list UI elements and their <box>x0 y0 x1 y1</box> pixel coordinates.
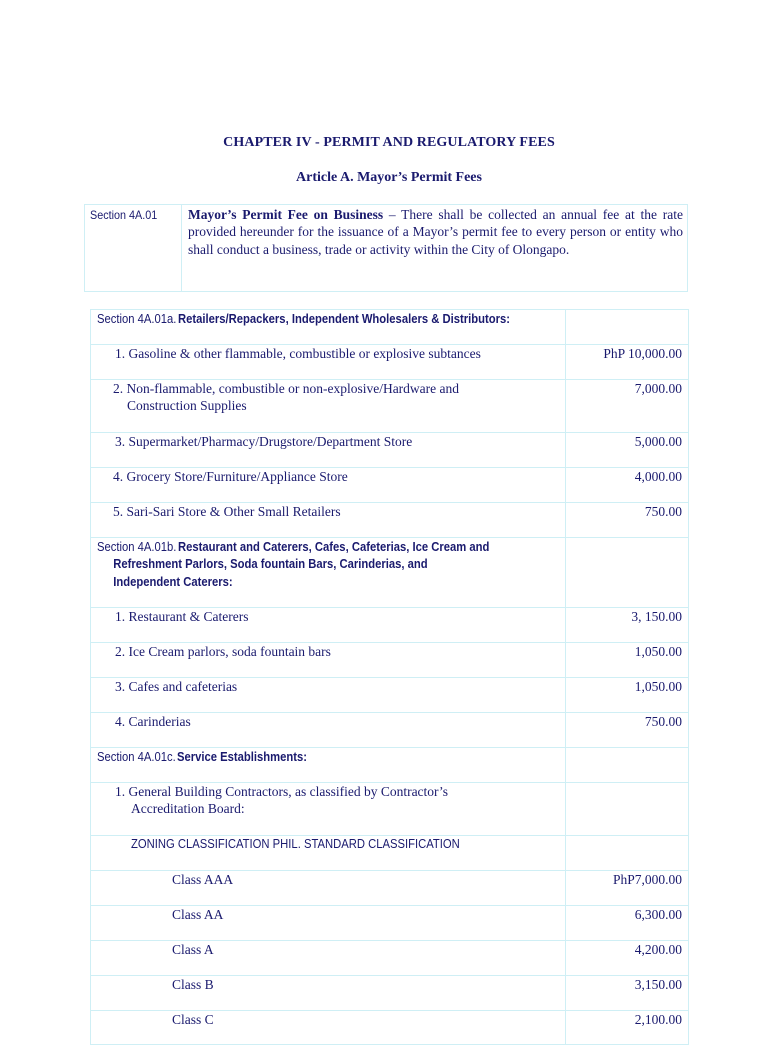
fee-row <box>90 870 689 905</box>
fee-amount: 750.00 <box>644 714 682 729</box>
section-title: Service Establishments: <box>176 750 308 764</box>
fee-amount: 750.00 <box>644 504 682 519</box>
column-divider <box>565 380 566 432</box>
fee-row <box>90 642 689 677</box>
fee-amount: 4,200.00 <box>634 942 682 957</box>
column-divider <box>565 345 566 379</box>
fee-item-label: 2. Non-flammable, combustible or non-explosive/Hardware and <box>113 381 460 396</box>
fee-item-label: 1. Gasoline & other flammable, combustible or explosive subtances <box>115 346 481 361</box>
fee-description <box>97 310 547 328</box>
fee-amount: 3, 150.00 <box>631 609 682 624</box>
fee-item-label: 1. General Building Contractors, as classified by Contractor’s <box>115 784 449 799</box>
fee-item-label: 2. Ice Cream parlors, soda fountain bars <box>115 644 331 659</box>
fee-row <box>90 835 689 870</box>
fee-description <box>97 538 524 591</box>
fee-row <box>90 975 689 1010</box>
column-divider <box>565 783 566 835</box>
fee-amount: 6,300.00 <box>634 907 682 922</box>
fee-item-label: Class AA <box>172 907 224 922</box>
article-title: Article A. Mayor’s Permit Fees <box>296 170 482 185</box>
section-title-continued: Independent Caterers: <box>113 574 233 589</box>
fee-item-label: Class A <box>172 942 214 957</box>
fee-description <box>115 433 412 450</box>
fee-amount: 5,000.00 <box>634 434 682 449</box>
section-header-row <box>90 309 689 344</box>
fee-row <box>90 467 689 502</box>
column-divider <box>565 713 566 747</box>
column-divider <box>565 433 566 467</box>
fee-description <box>115 345 481 362</box>
fee-item-label: 4. Carinderias <box>115 714 191 729</box>
fee-description <box>172 906 223 923</box>
column-divider <box>565 468 566 502</box>
fee-row <box>90 344 689 379</box>
column-divider <box>565 941 566 975</box>
fee-row <box>90 379 689 432</box>
fee-item-label: 3. Cafes and cafeterias <box>115 679 238 694</box>
section-title: Restaurant and Caterers, Cafes, Cafeterias, Ice Cream and <box>178 540 490 554</box>
fee-amount: 1,050.00 <box>634 679 682 694</box>
fee-row <box>90 782 689 835</box>
fee-amount: 7,000.00 <box>634 381 682 396</box>
column-divider <box>565 608 566 642</box>
section-number: Section 4A.01c. <box>97 750 176 764</box>
chapter-title: CHAPTER IV - PERMIT AND REGULATORY FEES <box>223 135 555 150</box>
fee-amount: 3,150.00 <box>634 977 682 992</box>
section-body <box>188 206 683 258</box>
column-divider <box>565 906 566 940</box>
fee-amount: 1,050.00 <box>634 644 682 659</box>
fee-description <box>172 1011 214 1028</box>
fee-row <box>90 677 689 712</box>
section-title-continued: Refreshment Parlors, Soda fountain Bars, Carinderias, and <box>113 557 428 572</box>
column-divider <box>565 748 566 782</box>
column-divider <box>565 678 566 712</box>
fee-item-label: Class C <box>172 1012 214 1027</box>
fee-row <box>90 1010 689 1045</box>
fee-item-label-continued: Construction Supplies <box>127 398 247 414</box>
column-divider <box>565 871 566 905</box>
fee-description <box>113 380 459 415</box>
fee-row <box>90 905 689 940</box>
fee-row <box>90 940 689 975</box>
fee-description <box>172 976 214 993</box>
fee-item-label: 4. Grocery Store/Furniture/Appliance Store <box>113 469 348 484</box>
fee-amount: PhP7,000.00 <box>612 872 682 887</box>
fee-description <box>172 941 214 958</box>
fee-item-label: 3. Supermarket/Pharmacy/Drugstore/Department Store <box>115 434 413 449</box>
fee-amount: 4,000.00 <box>634 469 682 484</box>
section-heading: Mayor’s Permit Fee on Business <box>188 207 384 222</box>
fee-row <box>90 502 689 537</box>
column-divider <box>181 205 182 291</box>
section-title: Retailers/Repackers, Independent Wholesalers & Distributors: <box>177 312 510 326</box>
fee-description <box>113 468 348 485</box>
column-divider <box>565 1011 566 1044</box>
fee-item-label: 1. Restaurant & Caterers <box>115 609 249 624</box>
column-divider <box>565 538 566 607</box>
column-divider <box>565 976 566 1010</box>
fee-description <box>115 643 331 660</box>
fee-description <box>115 713 191 730</box>
fee-item-label: Class AAA <box>172 872 234 887</box>
section-text: – There shall be collected an annual fee at the rate provided hereunder for the issuance of a Mayor’s permit fee to every person or entity who shall conduct a business, trade or activity within the City of Olongapo. <box>188 207 683 257</box>
column-divider <box>565 643 566 677</box>
section-number: Section 4A.01 <box>90 208 158 222</box>
fee-item-label: 5. Sari-Sari Store & Other Small Retailers <box>113 504 341 519</box>
fee-row <box>90 432 689 467</box>
fee-amount: PhP 10,000.00 <box>603 346 682 361</box>
column-divider <box>565 310 566 344</box>
fee-description <box>115 783 448 818</box>
section-number: Section 4A.01a. <box>97 312 177 326</box>
fee-description <box>113 503 341 520</box>
fee-item-label: Class B <box>172 977 214 992</box>
section-header-row <box>90 747 689 782</box>
column-divider <box>565 836 566 870</box>
fee-description <box>115 678 237 695</box>
fee-description <box>172 871 233 888</box>
fee-item-label-continued: Accreditation Board: <box>131 801 245 817</box>
fee-description <box>97 748 321 766</box>
fee-table <box>90 309 689 1045</box>
fee-description <box>131 836 496 853</box>
fee-amount: 2,100.00 <box>634 1012 682 1027</box>
section-number: Section 4A.01b. <box>97 540 177 554</box>
fee-description <box>115 608 248 625</box>
fee-row <box>90 607 689 642</box>
column-divider <box>565 503 566 537</box>
zoning-classification-label: ZONING CLASSIFICATION PHIL. STANDARD CLASSIFICATION <box>131 837 460 851</box>
fee-row <box>90 712 689 747</box>
section-4a01-box <box>84 204 688 292</box>
section-header-row <box>90 537 689 607</box>
